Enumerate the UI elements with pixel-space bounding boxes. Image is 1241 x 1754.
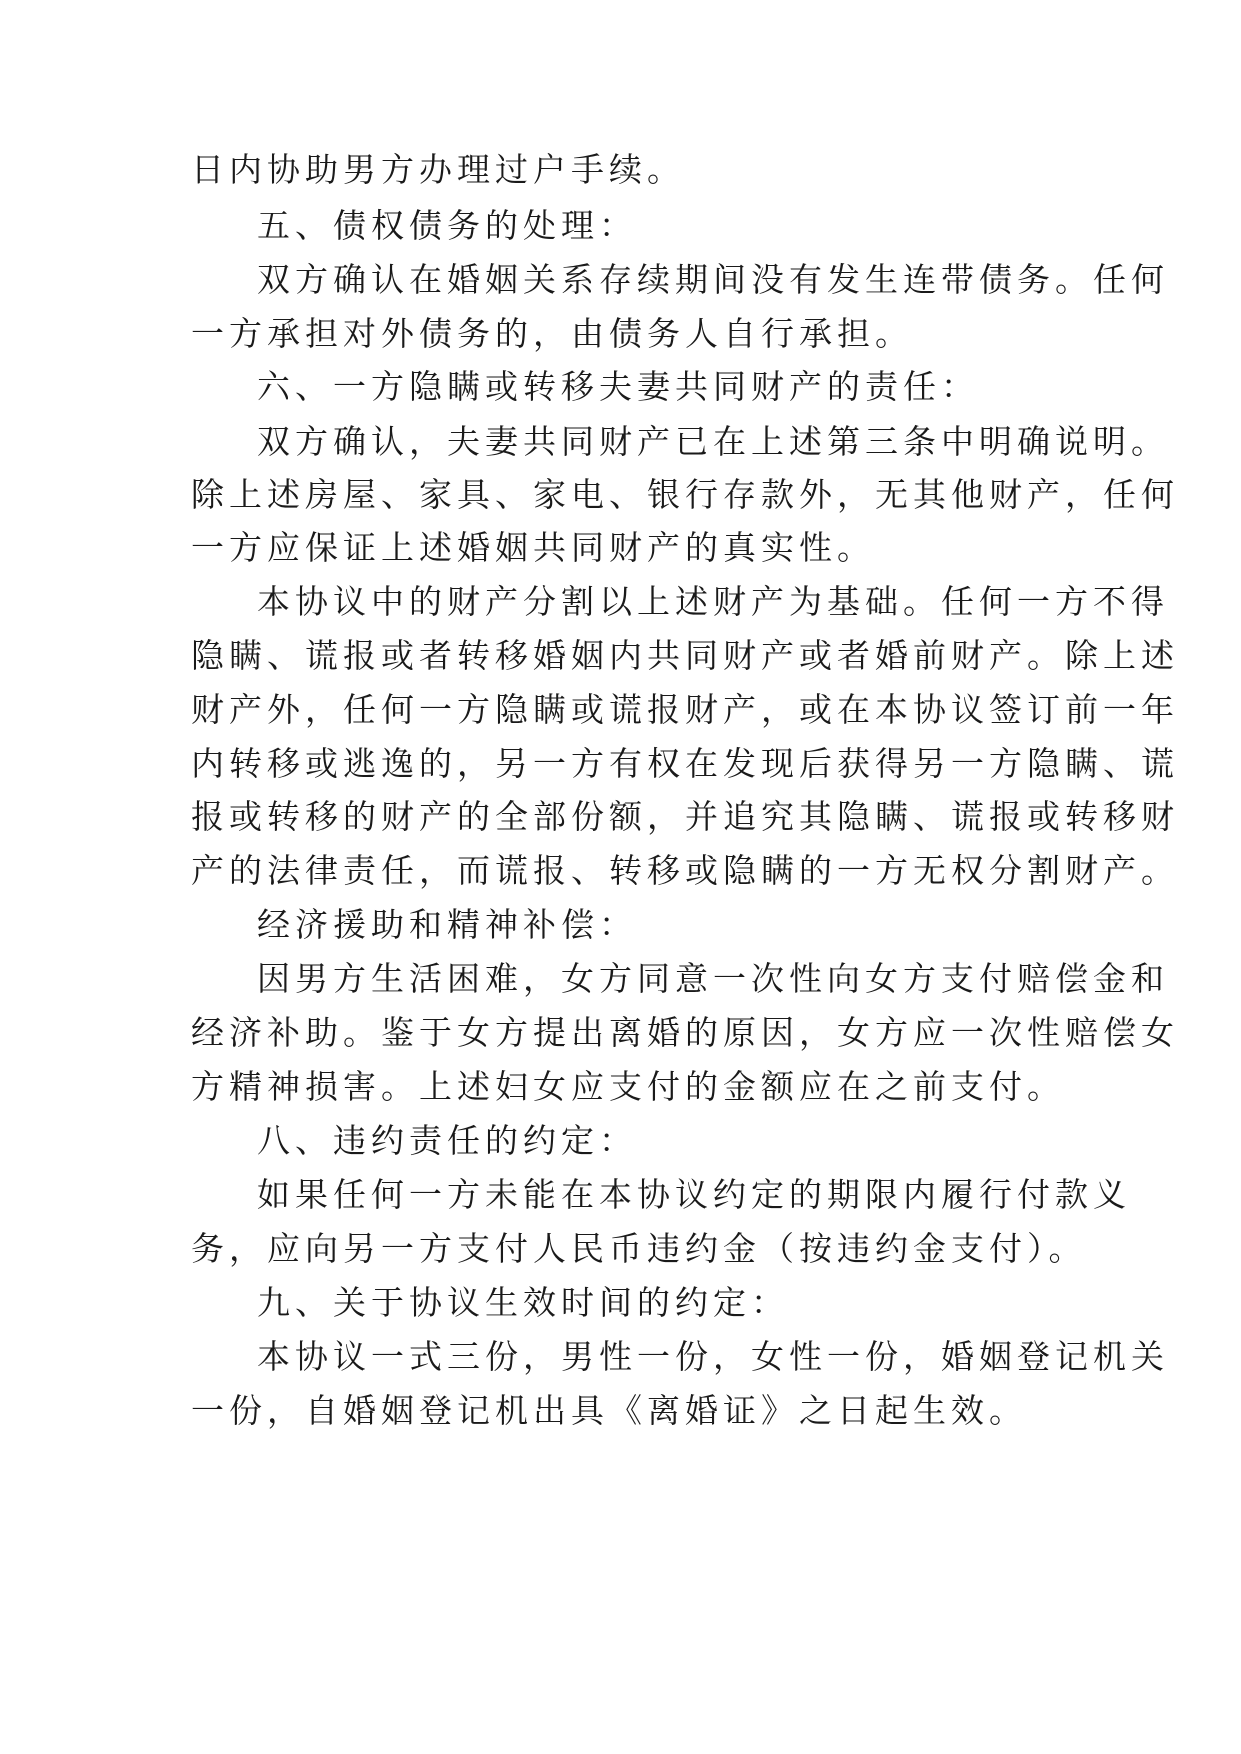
text-line: 如果任何一方未能在本协议约定的期限内履行付款义 — [257, 1175, 1131, 1214]
text-line: 除上述房屋、家具、家电、银行存款外，无其他财产，任何 — [191, 475, 1179, 514]
text-line: 产的法律责任，而谎报、转移或隐瞒的一方无权分割财产。 — [191, 851, 1179, 890]
text-line: 本协议一式三份，男性一份，女性一份，婚姻登记机关 — [257, 1337, 1169, 1376]
text-line: 双方确认，夫妻共同财产已在上述第三条中明确说明。 — [257, 422, 1169, 461]
text-line: 一方承担对外债务的，由债务人自行承担。 — [191, 314, 913, 353]
text-line: 方精神损害。上述妇女应支付的金额应在之前支付。 — [191, 1067, 1065, 1106]
text-line: 隐瞒、谎报或者转移婚姻内共同财产或者婚前财产。除上述 — [191, 636, 1179, 675]
section-heading-compensation: 经济援助和精神补偿： — [257, 905, 637, 944]
section-heading-six: 六、一方隐瞒或转移夫妻共同财产的责任： — [257, 367, 979, 406]
text-line: 财产外，任何一方隐瞒或谎报财产，或在本协议签订前一年 — [191, 690, 1179, 729]
text-line: 务，应向另一方支付人民币违约金（按违约金支付）。 — [191, 1229, 1087, 1268]
text-line: 经济补助。鉴于女方提出离婚的原因，女方应一次性赔偿女 — [191, 1013, 1179, 1052]
text-line: 本协议中的财产分割以上述财产为基础。任何一方不得 — [257, 582, 1169, 621]
text-line: 因男方生活困难，女方同意一次性向女方支付赔偿金和 — [257, 959, 1169, 998]
text-line: 内转移或逃逸的，另一方有权在发现后获得另一方隐瞒、谎 — [191, 744, 1179, 783]
section-heading-five: 五、债权债务的处理： — [257, 206, 637, 245]
section-heading-nine: 九、关于协议生效时间的约定： — [257, 1283, 789, 1322]
text-line: 一份，自婚姻登记机出具《离婚证》之日起生效。 — [191, 1391, 1027, 1430]
section-heading-eight: 八、违约责任的约定： — [257, 1121, 637, 1160]
text-line: 一方应保证上述婚姻共同财产的真实性。 — [191, 528, 875, 567]
text-line: 日内协助男方办理过户手续。 — [191, 150, 685, 189]
text-line: 报或转移的财产的全部份额，并追究其隐瞒、谎报或转移财 — [191, 797, 1179, 836]
text-line: 双方确认在婚姻关系存续期间没有发生连带债务。任何 — [257, 260, 1169, 299]
